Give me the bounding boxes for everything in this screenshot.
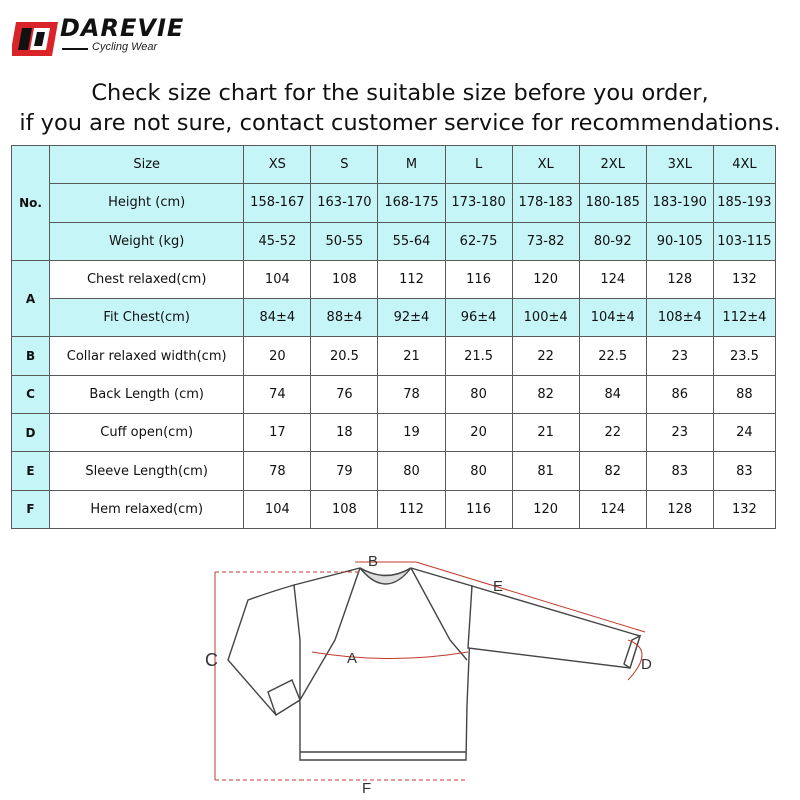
table-cell: 96±4	[445, 299, 512, 337]
size-header: 3XL	[646, 146, 713, 184]
row-label: Chest relaxed(cm)	[50, 260, 244, 298]
table-cell: 22.5	[579, 337, 646, 375]
table-cell: 76	[311, 375, 378, 413]
size-header: L	[445, 146, 512, 184]
table-cell: 80	[445, 452, 512, 490]
row-label: Cuff open(cm)	[50, 414, 244, 452]
group-label: B	[12, 337, 50, 375]
table-cell: 80	[378, 452, 445, 490]
row-label: Hem relaxed(cm)	[50, 490, 244, 528]
size-header: XL	[512, 146, 579, 184]
table-cell: 132	[713, 260, 775, 298]
table-cell: 88	[713, 375, 775, 413]
table-cell: 108±4	[646, 299, 713, 337]
row-label: Back Length (cm)	[50, 375, 244, 413]
brand-name: DAREVIE	[60, 14, 185, 42]
table-row	[12, 375, 776, 413]
headline-line-1: Check size chart for the suitable size before you order,	[91, 80, 709, 106]
table-cell: 163-170	[311, 184, 378, 222]
table-cell: 80	[445, 375, 512, 413]
table-cell: 62-75	[445, 222, 512, 260]
table-cell: 20	[445, 414, 512, 452]
table-row	[12, 337, 776, 375]
group-label: A	[12, 260, 50, 337]
table-cell: 17	[244, 414, 311, 452]
label-b: B	[368, 553, 379, 570]
row-label: Sleeve Length(cm)	[50, 452, 244, 490]
table-cell: 22	[579, 414, 646, 452]
jersey-diagram	[0, 540, 800, 800]
table-cell: 103-115	[713, 222, 775, 260]
table-cell: 180-185	[579, 184, 646, 222]
table-row	[12, 260, 776, 298]
brand-tagline: Cycling Wear	[92, 41, 158, 53]
table-cell: 79	[311, 452, 378, 490]
table-cell: 82	[512, 375, 579, 413]
table-cell: 84±4	[244, 299, 311, 337]
size-header-label: Size	[50, 146, 244, 184]
row-label: Weight (kg)	[50, 222, 244, 260]
size-header: 2XL	[579, 146, 646, 184]
table-cell: 112	[378, 260, 445, 298]
size-header: M	[378, 146, 445, 184]
table-cell: 132	[713, 490, 775, 528]
table-cell: 81	[512, 452, 579, 490]
table-cell: 86	[646, 375, 713, 413]
group-label: No.	[12, 146, 50, 261]
size-chart-table	[11, 145, 776, 529]
table-cell: 168-175	[378, 184, 445, 222]
table-cell: 80-92	[579, 222, 646, 260]
table-cell: 90-105	[646, 222, 713, 260]
table-row	[12, 490, 776, 528]
table-cell: 23	[646, 414, 713, 452]
table-cell: 104	[244, 260, 311, 298]
table-cell: 22	[512, 337, 579, 375]
table-cell: 185-193	[713, 184, 775, 222]
table-cell: 19	[378, 414, 445, 452]
row-label: Collar relaxed width(cm)	[50, 337, 244, 375]
size-header: 4XL	[713, 146, 775, 184]
row-label: Fit Chest(cm)	[50, 299, 244, 337]
table-cell: 45-52	[244, 222, 311, 260]
headline	[0, 78, 800, 138]
size-header: S	[311, 146, 378, 184]
table-cell: 21.5	[445, 337, 512, 375]
table-cell: 74	[244, 375, 311, 413]
table-row	[12, 452, 776, 490]
row-label: Height (cm)	[50, 184, 244, 222]
label-a: A	[347, 650, 358, 667]
table-cell: 108	[311, 260, 378, 298]
table-cell: 124	[579, 260, 646, 298]
table-cell: 83	[646, 452, 713, 490]
table-cell: 82	[579, 452, 646, 490]
group-label: D	[12, 414, 50, 452]
table-header-row	[12, 146, 776, 184]
table-cell: 120	[512, 490, 579, 528]
table-cell: 24	[713, 414, 775, 452]
table-cell: 158-167	[244, 184, 311, 222]
table-cell: 112±4	[713, 299, 775, 337]
table-cell: 18	[311, 414, 378, 452]
table-cell: 116	[445, 490, 512, 528]
table-cell: 23.5	[713, 337, 775, 375]
table-cell: 173-180	[445, 184, 512, 222]
table-cell: 23	[646, 337, 713, 375]
table-cell: 100±4	[512, 299, 579, 337]
tagline-rule	[62, 48, 88, 50]
group-label: C	[12, 375, 50, 413]
group-label: E	[12, 452, 50, 490]
size-header: XS	[244, 146, 311, 184]
table-cell: 178-183	[512, 184, 579, 222]
table-cell: 183-190	[646, 184, 713, 222]
table-cell: 120	[512, 260, 579, 298]
table-cell: 84	[579, 375, 646, 413]
table-cell: 83	[713, 452, 775, 490]
label-c: C	[205, 650, 218, 670]
table-cell: 104±4	[579, 299, 646, 337]
table-cell: 104	[244, 490, 311, 528]
table-cell: 128	[646, 260, 713, 298]
table-cell: 20	[244, 337, 311, 375]
table-cell: 73-82	[512, 222, 579, 260]
table-cell: 55-64	[378, 222, 445, 260]
table-cell: 128	[646, 490, 713, 528]
table-cell: 92±4	[378, 299, 445, 337]
table-cell: 88±4	[311, 299, 378, 337]
table-row	[12, 299, 776, 337]
table-row	[12, 184, 776, 222]
group-label: F	[12, 490, 50, 528]
table-cell: 21	[378, 337, 445, 375]
table-cell: 124	[579, 490, 646, 528]
label-d: D	[641, 656, 652, 673]
table-cell: 20.5	[311, 337, 378, 375]
table-cell: 21	[512, 414, 579, 452]
table-cell: 112	[378, 490, 445, 528]
headline-line-2: if you are not sure, contact customer service for recommendations.	[19, 110, 781, 136]
table-cell: 78	[378, 375, 445, 413]
table-row	[12, 222, 776, 260]
table-row	[12, 414, 776, 452]
jersey-outline-icon	[228, 568, 640, 760]
table-cell: 116	[445, 260, 512, 298]
table-cell: 50-55	[311, 222, 378, 260]
table-cell: 108	[311, 490, 378, 528]
label-e: E	[493, 578, 504, 595]
table-cell: 78	[244, 452, 311, 490]
label-f: F	[362, 780, 372, 797]
